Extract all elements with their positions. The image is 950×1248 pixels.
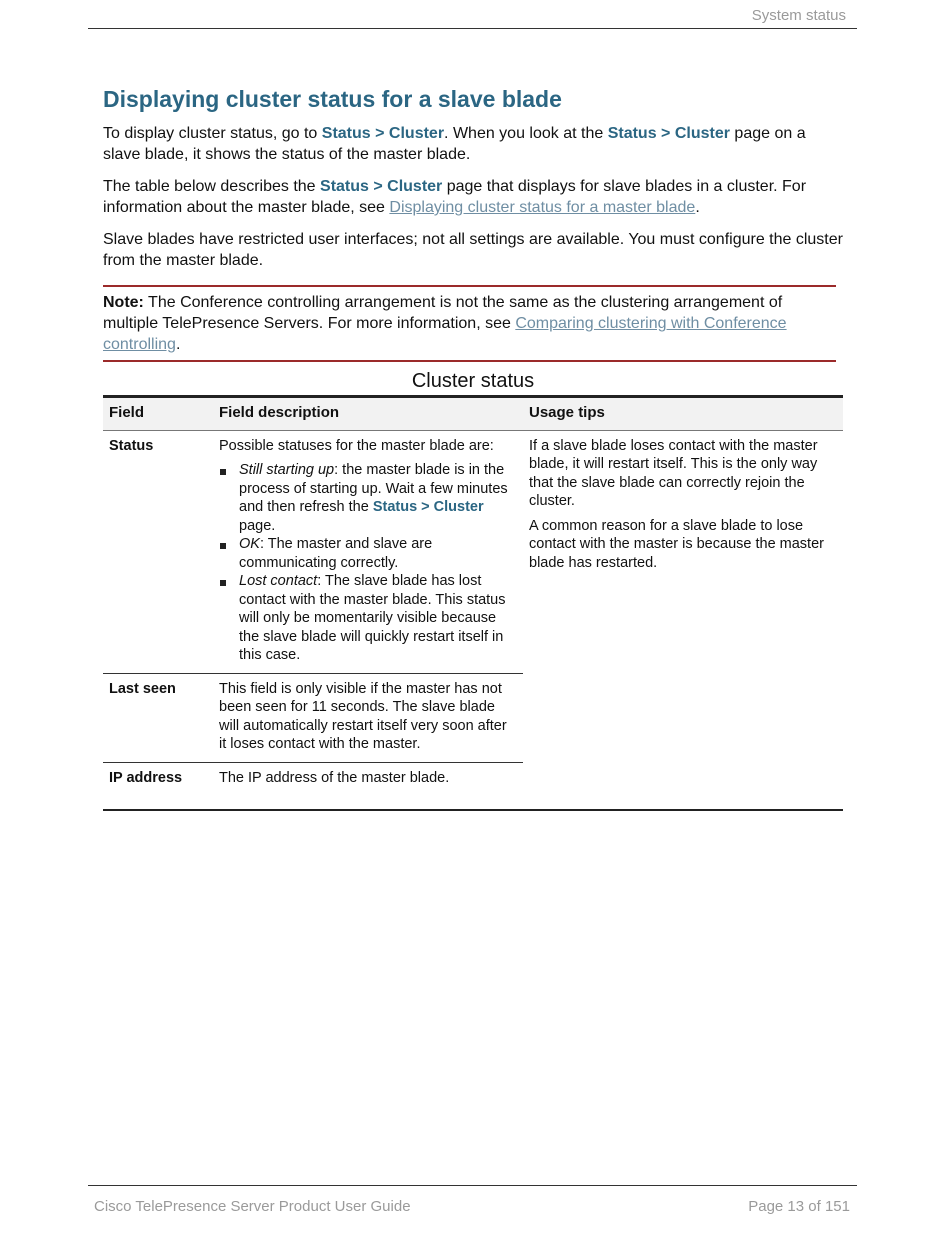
text-run: . <box>695 199 700 216</box>
usage-tip: If a slave blade loses contact with the master blade, it will restart itself. This is the only way that the slave blade can correctly rejoin the cluster. <box>529 437 818 509</box>
list-item <box>219 535 517 572</box>
bullet-square-icon <box>220 543 226 549</box>
field-description-last-seen: This field is only visible if the master has not been seen for 11 seconds. The slave blade will automatically restart itself very soon after it loses contact with the master. <box>213 673 523 762</box>
column-header-description: Field description <box>213 397 523 431</box>
status-term: OK <box>239 536 260 552</box>
usage-tips-status <box>523 430 843 762</box>
field-name-status: Status <box>103 430 213 673</box>
main-content <box>103 86 843 811</box>
text-run: The table below describes the <box>103 178 321 195</box>
text-run: page. <box>239 517 276 534</box>
table-header-row <box>103 397 843 431</box>
usage-tips-empty <box>523 762 843 810</box>
text-run: page that displays for slave blades in a cluster. For information about the master blade, see <box>103 178 807 216</box>
bullet-square-icon <box>220 469 226 475</box>
text-run: . <box>175 336 181 353</box>
note-text: The Conference controlling arrangement is not the same as the clustering arrangement of multiple TelePresence Servers. For more information, see <box>103 294 783 332</box>
footer-guide-title: Cisco TelePresence Server Product User Guide <box>94 1198 411 1215</box>
list-item <box>219 461 517 535</box>
cluster-status-table <box>103 395 843 811</box>
note-label: Note: <box>103 294 144 311</box>
link-master-blade-status[interactable]: Displaying cluster status for a master blade <box>389 199 696 216</box>
intro-paragraph <box>103 123 843 165</box>
field-description-ip-address: The IP address of the master blade. <box>219 769 450 786</box>
table-caption: Cluster status <box>411 370 535 392</box>
ui-path-status-cluster: Status > Cluster <box>320 178 443 195</box>
footer-rule <box>88 1185 857 1186</box>
text-run: : the master blade is in the process of starting up. Wait a few minutes and then refresh the <box>239 462 508 515</box>
field-name-last-seen: Last seen <box>103 673 213 762</box>
note-box <box>103 285 836 362</box>
status-intro: Possible statuses for the master blade are: <box>219 437 494 454</box>
table-intro-paragraph <box>103 176 843 218</box>
status-term: Lost contact <box>239 573 318 589</box>
field-description-status <box>213 430 523 673</box>
ui-path-status-cluster: Status > Cluster <box>607 125 730 142</box>
ui-path-status-cluster: Status > Cluster <box>372 499 484 515</box>
status-list <box>219 461 517 665</box>
column-header-usage-tips: Usage tips <box>523 397 843 431</box>
list-item <box>219 572 517 665</box>
restriction-paragraph: Slave blades have restricted user interfaces; not all settings are available. You must configure the cluster from the master blade. <box>103 231 843 269</box>
text-run: page on a slave blade, it shows the status of the master blade. <box>103 125 806 163</box>
usage-tip: A common reason for a slave blade to lose contact with the master is because the master blade has restarted. <box>529 517 824 571</box>
link-comparing-clustering[interactable]: Comparing clustering with Conference controlling <box>103 315 787 353</box>
footer-page-number: Page 13 of 151 <box>748 1198 850 1215</box>
text-run: To display cluster status, go to <box>103 125 322 142</box>
field-name-ip-address: IP address <box>109 769 183 786</box>
running-header: System status <box>751 7 846 24</box>
status-term: Still starting up <box>239 462 335 478</box>
page-title: Displaying cluster status for a slave blade <box>103 86 562 112</box>
text-run: : The slave blade has lost contact with the master blade. This status will only be momentarily visible because the slave blade will quickly restart itself in this case. <box>239 573 506 663</box>
ui-path-status-cluster: Status > Cluster <box>321 125 445 142</box>
table-row-ip-address <box>103 762 843 810</box>
table-row-status <box>103 430 843 673</box>
text-run: . When you look at the <box>444 125 608 142</box>
header-rule <box>88 28 857 29</box>
bullet-square-icon <box>220 580 226 586</box>
text-run: : The master and slave are communicating correctly. <box>239 536 433 571</box>
column-header-field: Field <box>103 397 213 431</box>
